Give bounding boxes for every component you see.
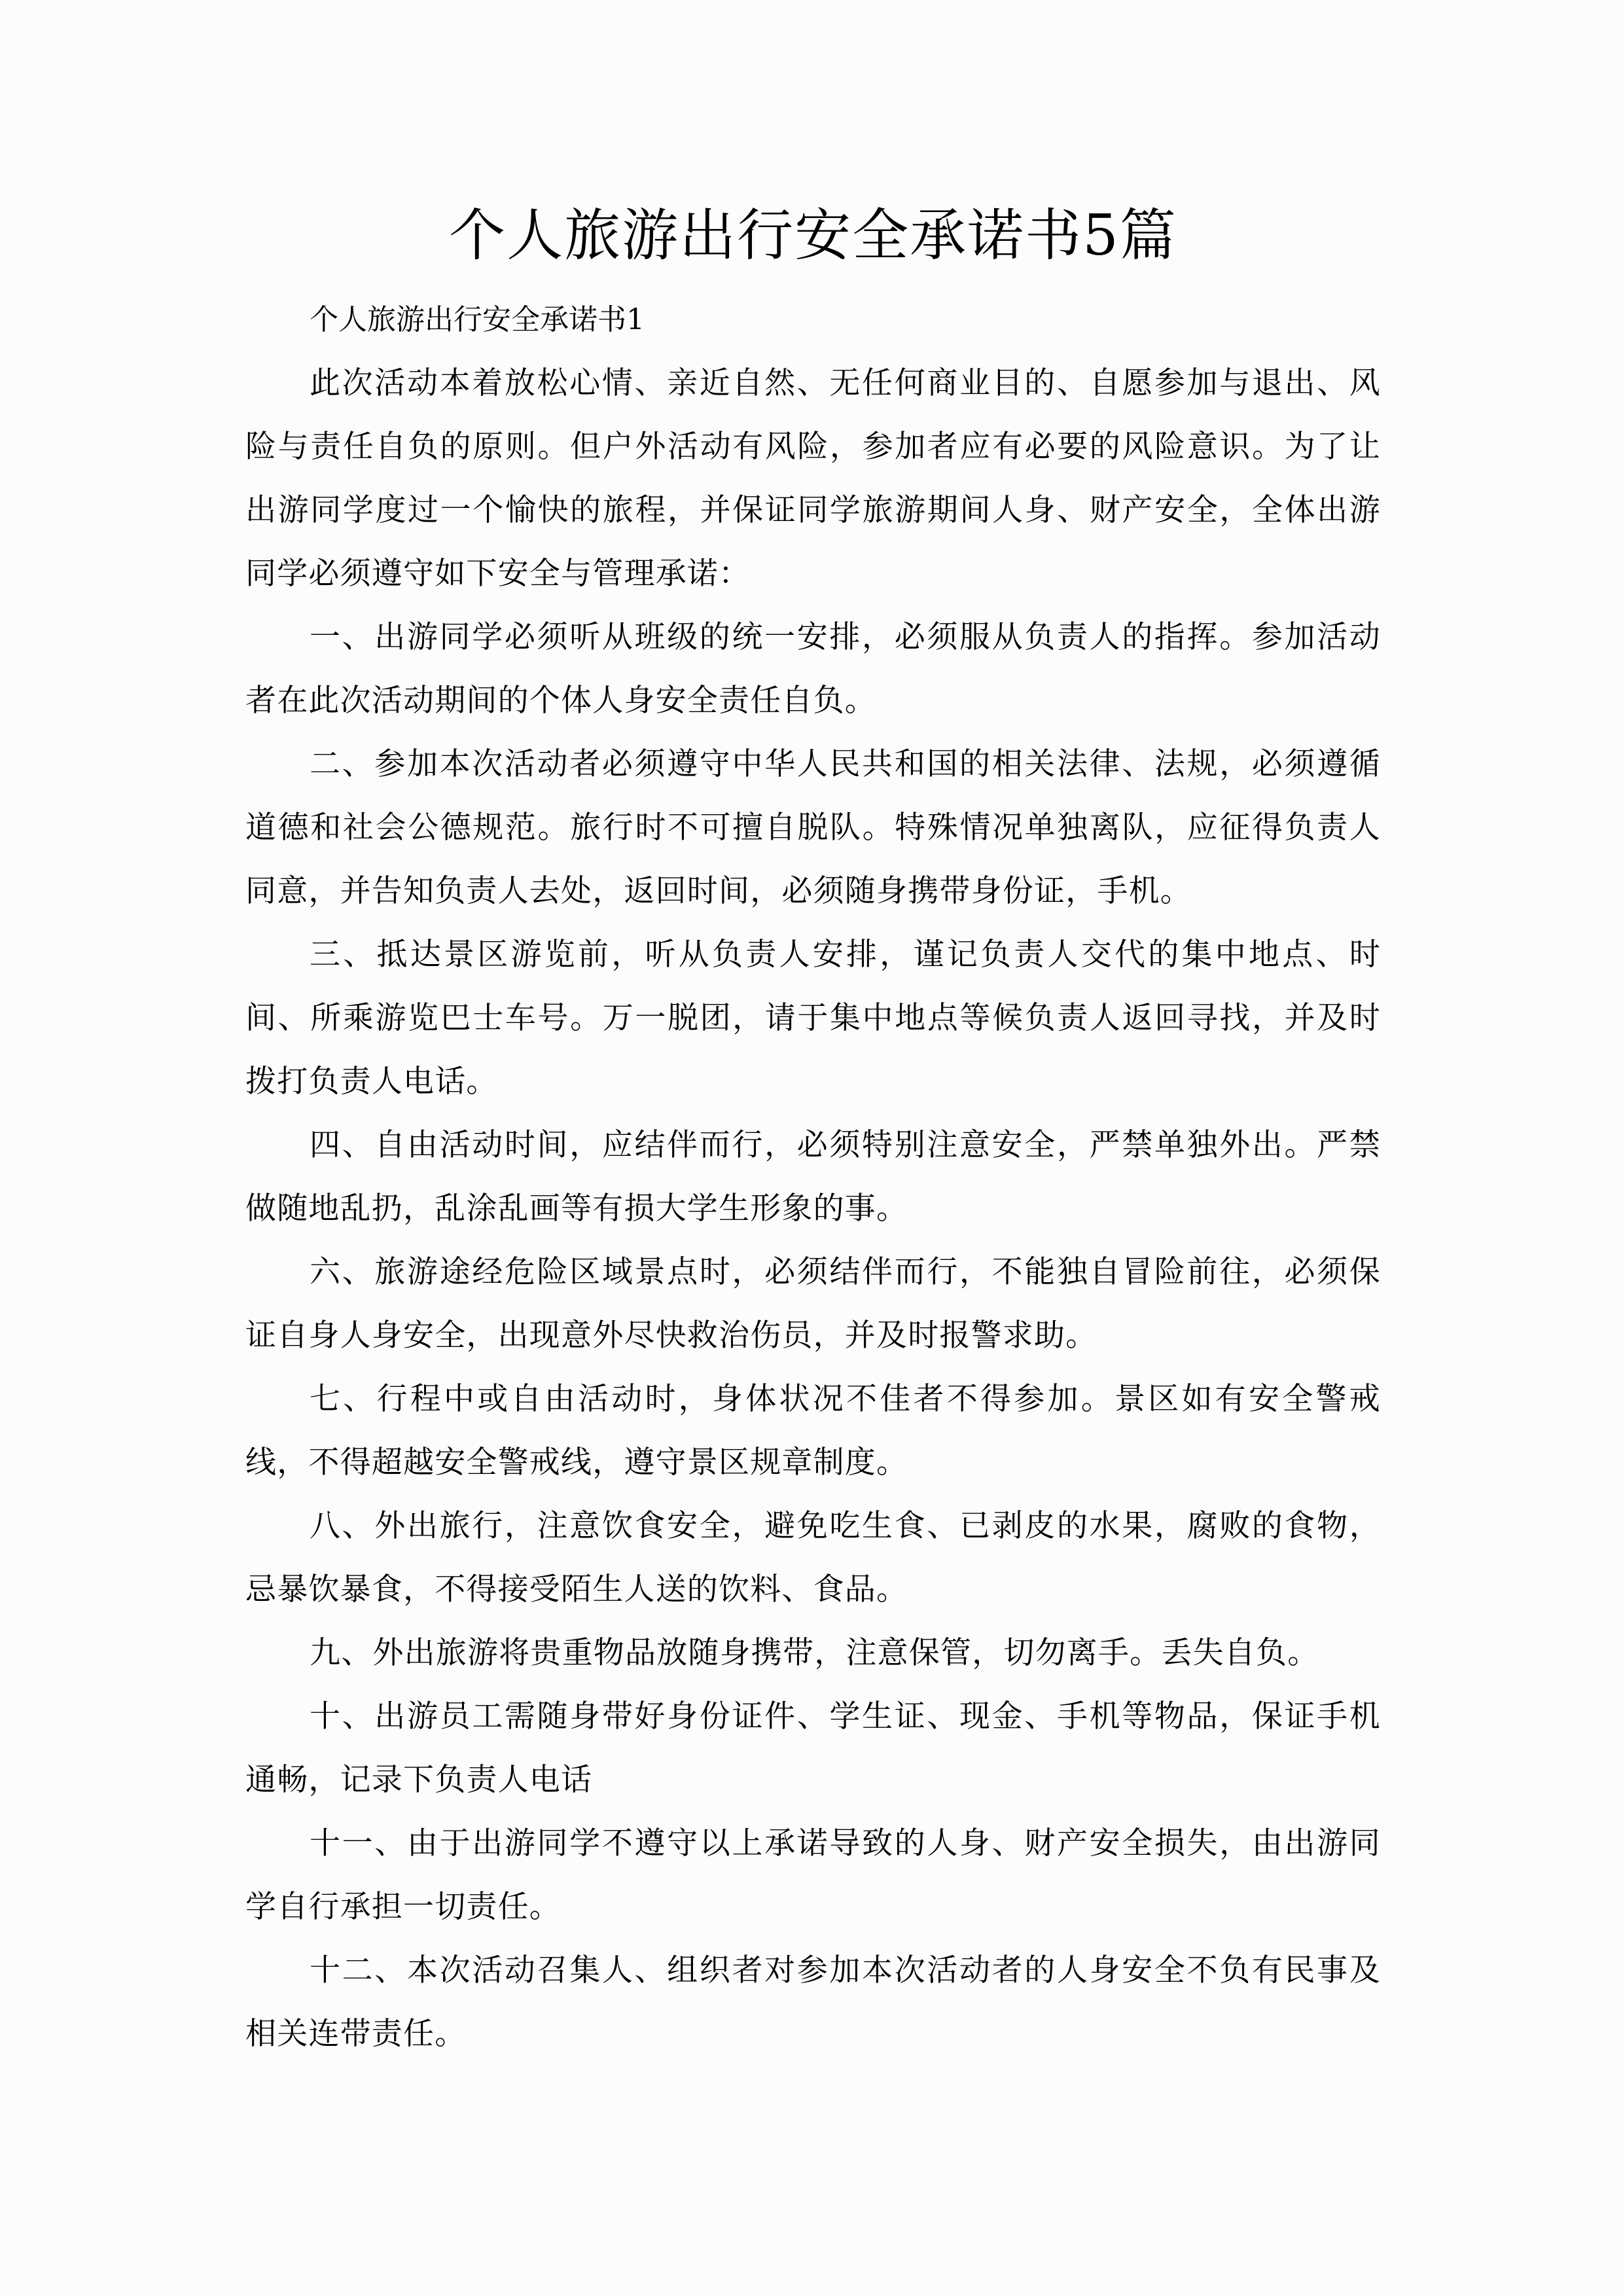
clause-4: 四、自由活动时间，应结伴而行，必须特别注意安全，严禁单独外出。严禁做随地乱扔，乱涂乱画等有损大学生形象的事。 [245, 1127, 1381, 1227]
clause-6: 六、旅游途经危险区域景点时，必须结伴而行，不能独自冒险前往，必须保证自身人身安全，出现意外尽快救治伤员，并及时报警求助。 [245, 1254, 1381, 1354]
clause-11: 十一、由于出游同学不遵守以上承诺导致的人身、财产安全损失，由出游同学自行承担一切责任。 [245, 1825, 1381, 1925]
clause-2: 二、参加本次活动者必须遵守中华人民共和国的相关法律、法规，必须遵循道德和社会公德规范。旅行时不可擅自脱队。特殊情况单独离队，应征得负责人同意，并告知负责人去处，返回时间，必须随身携带身份证，手机。 [245, 746, 1381, 909]
document-body [245, 288, 1381, 2066]
clause-3: 三、抵达景区游览前，听从负责人安排，谨记负责人交代的集中地点、时间、所乘游览巴士车号。万一脱团，请于集中地点等候负责人返回寻找，并及时拨打负责人电话。 [245, 937, 1381, 1100]
clause-9: 九、外出旅游将贵重物品放随身携带，注意保管，切勿离手。丢失自负。 [310, 1635, 1319, 1671]
section-heading: 个人旅游出行安全承诺书1 [310, 303, 645, 336]
intro-paragraph: 此次活动本着放松心情、亲近自然、无任何商业目的、自愿参加与退出、风险与责任自负的原则。但户外活动有风险，参加者应有必要的风险意识。为了让出游同学度过一个愉快的旅程，并保证同学旅游期间人身、财产安全，全体出游同学必须遵守如下安全与管理承诺： [245, 365, 1381, 592]
clause-12: 十二、本次活动召集人、组织者对参加本次活动者的人身安全不负有民事及相关连带责任。 [245, 1952, 1381, 2052]
clause-10: 十、出游员工需随身带好身份证件、学生证、现金、手机等物品，保证手机通畅，记录下负责人电话 [245, 1698, 1381, 1798]
document-title: 个人旅游出行安全承诺书5篇 [449, 203, 1177, 268]
clause-1: 一、出游同学必须听从班级的统一安排，必须服从负责人的指挥。参加活动者在此次活动期间的个体人身安全责任自负。 [245, 619, 1381, 719]
clause-8: 八、外出旅行，注意饮食安全，避免吃生食、已剥皮的水果，腐败的食物，忌暴饮暴食，不得接受陌生人送的饮料、食品。 [245, 1508, 1381, 1607]
clause-7: 七、行程中或自由活动时，身体状况不佳者不得参加。景区如有安全警戒线，不得超越安全警戒线，遵守景区规章制度。 [245, 1381, 1381, 1480]
